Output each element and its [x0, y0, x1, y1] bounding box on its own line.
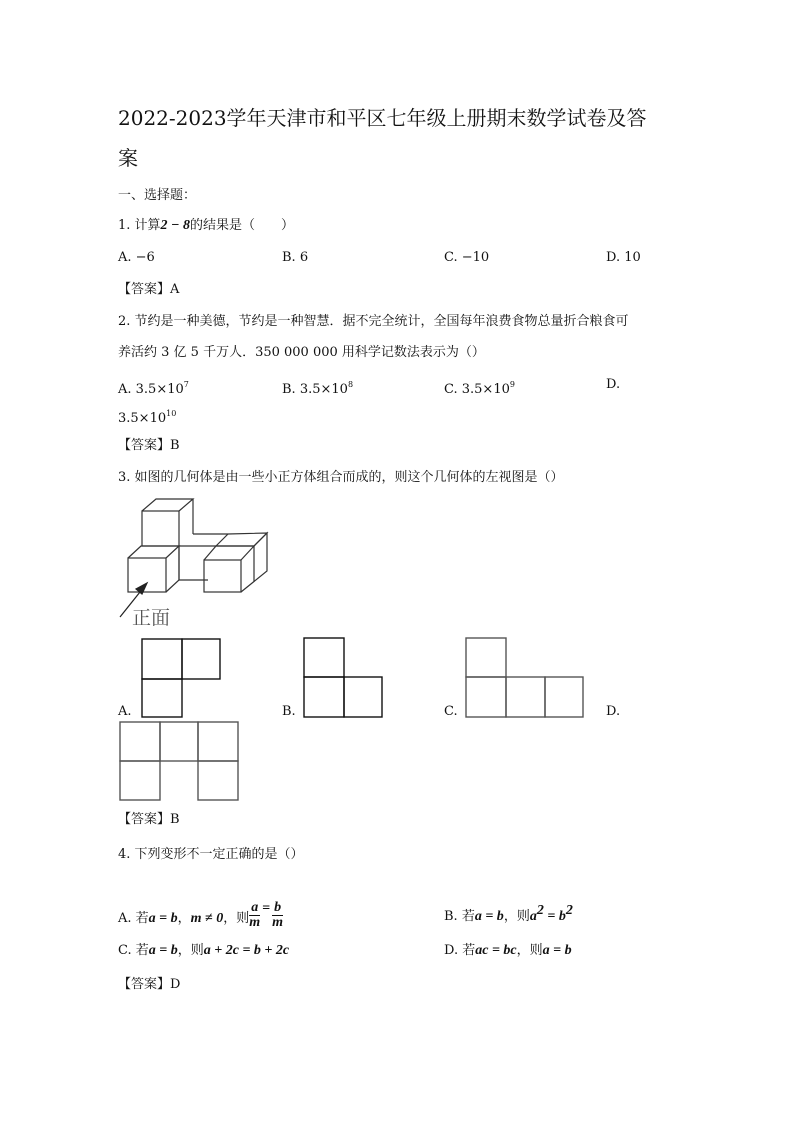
q2-option-d: D. [606, 377, 621, 392]
q1-option-d: D. 10 [606, 250, 641, 265]
q3-option-a-label: A. [118, 704, 132, 719]
q4-stem: 4. 下列变形不一定正确的是（） [118, 847, 304, 862]
q2-option-c: C. $3.5\times 10^9$ [444, 380, 515, 397]
q4-option-b: B. 若a = b，则$a^2 = b^2$ [444, 903, 573, 924]
section-heading: 一、选择题： [118, 188, 197, 203]
q2-option-b: B. $3.5\times 10^8$ [282, 380, 354, 397]
q4-option-d: D. 若ac = bc，则a = b [444, 943, 572, 958]
document-title: 2022-2023学年天津市和平区七年级上册期末数学试卷及答 [118, 106, 647, 130]
q4-option-a: A. 若 a = b ， m ≠ 0 ，则 $\frac{a}{m}$ = $\frac{b}{m}$ [118, 900, 284, 930]
q4-option-c: C. 若a = b，则a + 2c = b + 2c [118, 943, 290, 958]
q2-stem-line2: 养活约 3 亿 5 千万人．350 000 000 用科学记数法表示为（） [118, 345, 485, 360]
q2-option-d-value: $3.5\times 10^{10}$ [118, 409, 177, 426]
q1-answer: 【答案】A [118, 282, 180, 297]
option-d-figure [118, 720, 242, 804]
document-title-cont: 案 [118, 146, 138, 170]
q2-answer: 【答案】B [118, 438, 180, 453]
q1-option-c: C. −10 [444, 250, 490, 265]
q2-option-a: A. $3.5\times 10^7$ [118, 380, 189, 397]
q3-stem: 3. 如图的几何体是由一些小正方体组合而成的，则这个几何体的左视图是（） [118, 470, 564, 485]
q3-option-b-label: B. [282, 704, 296, 719]
q2-stem-line1: 2. 节约是一种美德，节约是一种智慧．据不完全统计，全国每年浪费食物总量折合粮食可 [118, 314, 629, 329]
option-a-figure [140, 637, 224, 721]
q1-stem: 1. 计算2 − 8的结果是（ ） [118, 218, 295, 233]
q1-option-b: B. 6 [282, 250, 309, 265]
q3-answer: 【答案】B [118, 812, 180, 827]
front-label: 正面 [132, 607, 171, 629]
q4-answer: 【答案】D [118, 977, 181, 992]
q3-option-c-label: C. [444, 704, 458, 719]
q3-option-d-label: D. [606, 704, 621, 719]
option-b-figure [302, 636, 386, 720]
q1-option-a: A. −6 [118, 250, 155, 265]
option-c-figure [464, 636, 588, 720]
